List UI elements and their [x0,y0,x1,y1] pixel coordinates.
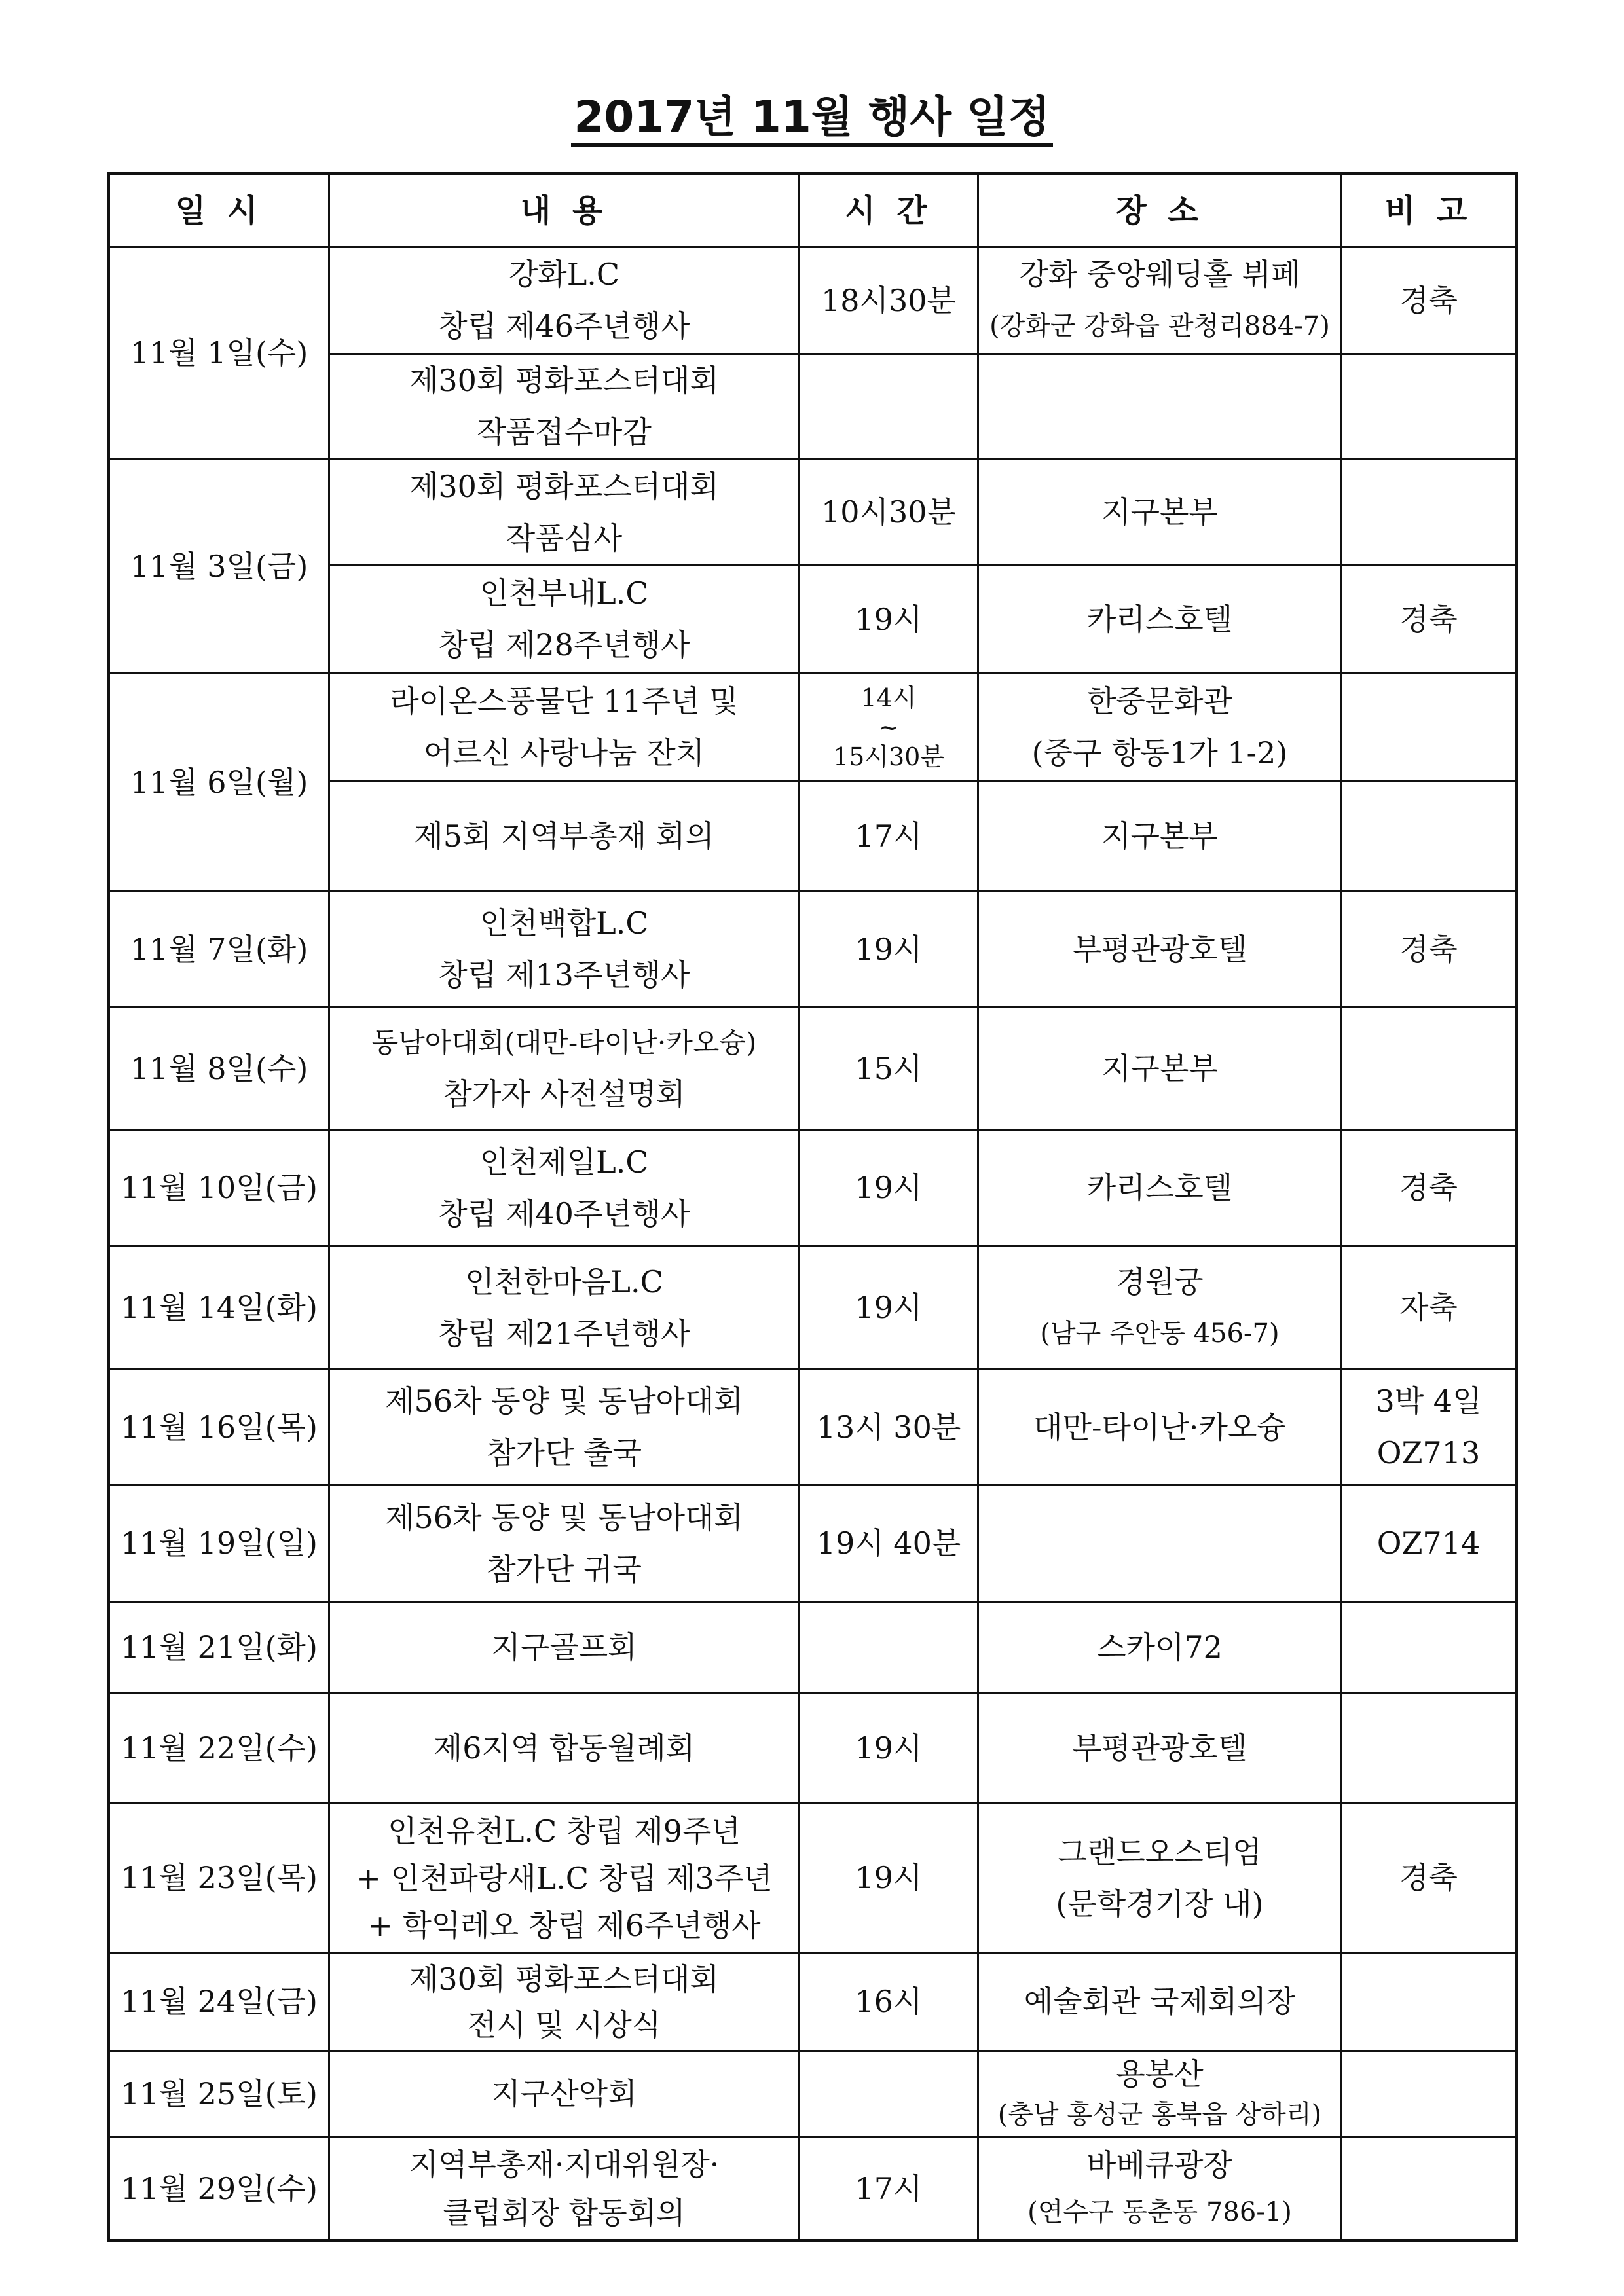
content-line: 제30회 평화포스터대회 [409,1961,720,1997]
content-line: 클럽회장 합동회의 [443,2195,686,2231]
content-line: + 학익레오 창립 제6주년행사 [367,1907,761,1943]
table-row [109,1602,1517,1694]
table-row [109,1247,1517,1370]
place-cell: 지구본부 [978,782,1342,892]
header-time: 시 간 [800,174,978,247]
date-cell: 11월 3일(금) [109,460,329,674]
date-cell: 11월 8일(수) [109,1008,329,1130]
page-title-text: 2017년 11월 행사 일정 [571,92,1052,147]
header-content: 내 용 [329,174,800,247]
note-cell [1342,1694,1517,1804]
time-cell: 10시30분 [800,460,978,566]
table-row [109,1130,1517,1247]
date-cell: 11월 16일(목) [109,1370,329,1485]
table-row [109,247,1517,354]
content-line: 지역부총재·지대위원장· [409,2147,720,2182]
place-cell [978,674,1342,782]
place-cell: 카리스호텔 [978,1130,1342,1247]
header-place: 장 소 [978,174,1342,247]
content-cell [329,1130,800,1247]
header-row [109,174,1517,247]
content-cell: 제5회 지역부총재 회의 [329,782,800,892]
date-cell: 11월 19일(일) [109,1485,329,1602]
page-title [0,82,1624,144]
date-cell: 11월 14일(화) [109,1247,329,1370]
note-cell: 자축 [1342,1247,1517,1370]
place-cell: 예술회관 국제회의장 [978,1953,1342,2051]
content-line: 라이온스풍물단 11주년 및 [390,683,739,719]
note-cell: 경축 [1342,566,1517,674]
content-cell [329,2138,800,2241]
place-line: 경원궁 [1116,1264,1204,1300]
date-cell: 11월 25일(토) [109,2051,329,2138]
content-cell [329,247,800,354]
place-cell [978,1804,1342,1953]
note-cell: 경축 [1342,247,1517,354]
note-cell: 경축 [1342,1804,1517,1953]
time-cell: 16시 [800,1953,978,2051]
time-cell [800,674,978,782]
note-cell [1342,1953,1517,2051]
place-cell: 부평관광호텔 [978,1694,1342,1804]
content-line: 전시 및 시상식 [467,2007,661,2043]
content-line: 참가자 사전설명회 [443,1076,686,1112]
table-row [109,1370,1517,1485]
content-line: 창립 제46주년행사 [438,308,690,344]
table-row [109,2051,1517,2138]
time-cell: 19시 [800,1694,978,1804]
note-cell [1342,2138,1517,2241]
time-cell: 13시 30분 [800,1370,978,1485]
place-line: (중구 항동1가 1-2) [1031,735,1288,771]
note-cell [1342,1008,1517,1130]
content-line: 창립 제13주년행사 [438,957,690,993]
time-line: ~ [878,713,899,742]
content-line: 창립 제40주년행사 [438,1195,690,1231]
header-note: 비 고 [1342,174,1517,247]
table-row [109,1694,1517,1804]
date-cell: 11월 24일(금) [109,1953,329,2051]
place-cell [978,1247,1342,1370]
content-cell [329,1485,800,1602]
note-cell [1342,1370,1517,1485]
date-cell: 11월 10일(금) [109,1130,329,1247]
content-cell [329,674,800,782]
date-cell: 11월 22일(수) [109,1694,329,1804]
content-cell [329,1370,800,1485]
place-line: 바베큐광장 [1086,2147,1233,2183]
content-line: 인천한마음L.C [465,1264,663,1300]
content-cell [329,460,800,566]
time-cell: 19시 [800,566,978,674]
place-cell: 지구본부 [978,1008,1342,1130]
content-line: 어르신 사랑나눔 잔치 [423,735,705,771]
content-line: 동남아대회(대만-타이난·카오슝) [371,1027,757,1059]
time-cell: 17시 [800,2138,978,2241]
content-line: 참가단 출국 [487,1435,642,1470]
time-line: 15시30분 [832,742,945,771]
content-line: 창립 제28주년행사 [438,627,690,663]
table-row [109,1485,1517,1602]
content-line: 인천백합L.C [479,905,649,941]
place-line: (문학경기장 내) [1056,1886,1264,1922]
content-cell [329,354,800,460]
time-line: 14시 [860,683,917,712]
place-line: 용봉산 [1116,2056,1204,2092]
time-cell: 19시 [800,1804,978,1953]
content-cell [329,892,800,1008]
content-cell: 지구산악회 [329,2051,800,2138]
table-row [109,892,1517,1008]
table-row [109,1008,1517,1130]
schedule-table [107,172,1518,2242]
time-cell: 15시 [800,1008,978,1130]
note-line: OZ713 [1376,1435,1481,1470]
content-line: + 인천파랑새L.C 창립 제3주년 [356,1860,773,1896]
place-cell: 부평관광호텔 [978,892,1342,1008]
place-cell [978,2051,1342,2138]
table-row [109,1804,1517,1953]
header-date: 일 시 [109,174,329,247]
place-cell [978,354,1342,460]
time-cell [800,354,978,460]
content-line: 인천부내L.C [479,575,649,611]
note-cell [1342,2051,1517,2138]
place-cell [978,1485,1342,1602]
content-line: 제56차 동양 및 동남아대회 [385,1499,743,1535]
time-cell: 19시 [800,1247,978,1370]
place-line: (충남 홍성군 홍북읍 상하리) [997,2099,1322,2130]
place-cell: 카리스호텔 [978,566,1342,674]
content-line: 제30회 평화포스터대회 [409,468,720,504]
table-row [109,2138,1517,2241]
place-cell: 지구본부 [978,460,1342,566]
content-cell [329,1008,800,1130]
content-line: 제30회 평화포스터대회 [409,363,720,398]
note-cell: 경축 [1342,892,1517,1008]
place-cell [978,2138,1342,2241]
table-row [109,674,1517,782]
date-cell: 11월 21일(화) [109,1602,329,1694]
time-cell: 19시 [800,892,978,1008]
content-cell [329,1804,800,1953]
note-cell [1342,674,1517,782]
place-line: 강화 중앙웨딩홀 뷔페 [1019,257,1301,292]
table-row [109,1953,1517,2051]
place-line: 그랜드오스티엄 [1058,1834,1262,1870]
content-line: 참가단 귀국 [487,1551,642,1587]
time-cell: 19시 [800,1130,978,1247]
table-row [109,460,1517,566]
date-cell: 11월 23일(목) [109,1804,329,1953]
place-line: (연수구 동춘동 786-1) [1027,2197,1292,2227]
note-cell [1342,354,1517,460]
place-cell: 스카이72 [978,1602,1342,1694]
place-line: (강화군 강화읍 관청리884-7) [989,311,1330,341]
time-cell [800,2051,978,2138]
time-cell: 19시 40분 [800,1485,978,1602]
content-cell: 지구골프회 [329,1602,800,1694]
content-line: 강화L.C [508,257,620,292]
place-line: (남구 주안동 456-7) [1040,1318,1280,1349]
place-cell: 대만-타이난·카오슝 [978,1370,1342,1485]
content-cell [329,1953,800,2051]
time-cell [800,1602,978,1694]
note-cell: 경축 [1342,1130,1517,1247]
date-cell: 11월 29일(수) [109,2138,329,2241]
note-cell [1342,1602,1517,1694]
content-cell [329,566,800,674]
content-line: 인천유천L.C 창립 제9주년 [388,1813,741,1849]
content-line: 작품접수마감 [477,414,652,450]
content-cell: 제6지역 합동월례회 [329,1694,800,1804]
place-cell [978,247,1342,354]
date-cell: 11월 1일(수) [109,247,329,460]
time-cell: 17시 [800,782,978,892]
time-cell: 18시30분 [800,247,978,354]
content-line: 인천제일L.C [479,1144,649,1180]
content-line: 작품심사 [506,520,623,556]
place-line: 한중문화관 [1086,683,1233,719]
note-cell: OZ714 [1342,1485,1517,1602]
date-cell: 11월 7일(화) [109,892,329,1008]
note-cell [1342,782,1517,892]
date-cell: 11월 6일(월) [109,674,329,892]
content-line: 창립 제21주년행사 [438,1315,690,1351]
note-cell [1342,460,1517,566]
content-cell [329,1247,800,1370]
content-line: 제56차 동양 및 동남아대회 [385,1383,743,1419]
note-line: 3박 4일 [1375,1383,1482,1419]
